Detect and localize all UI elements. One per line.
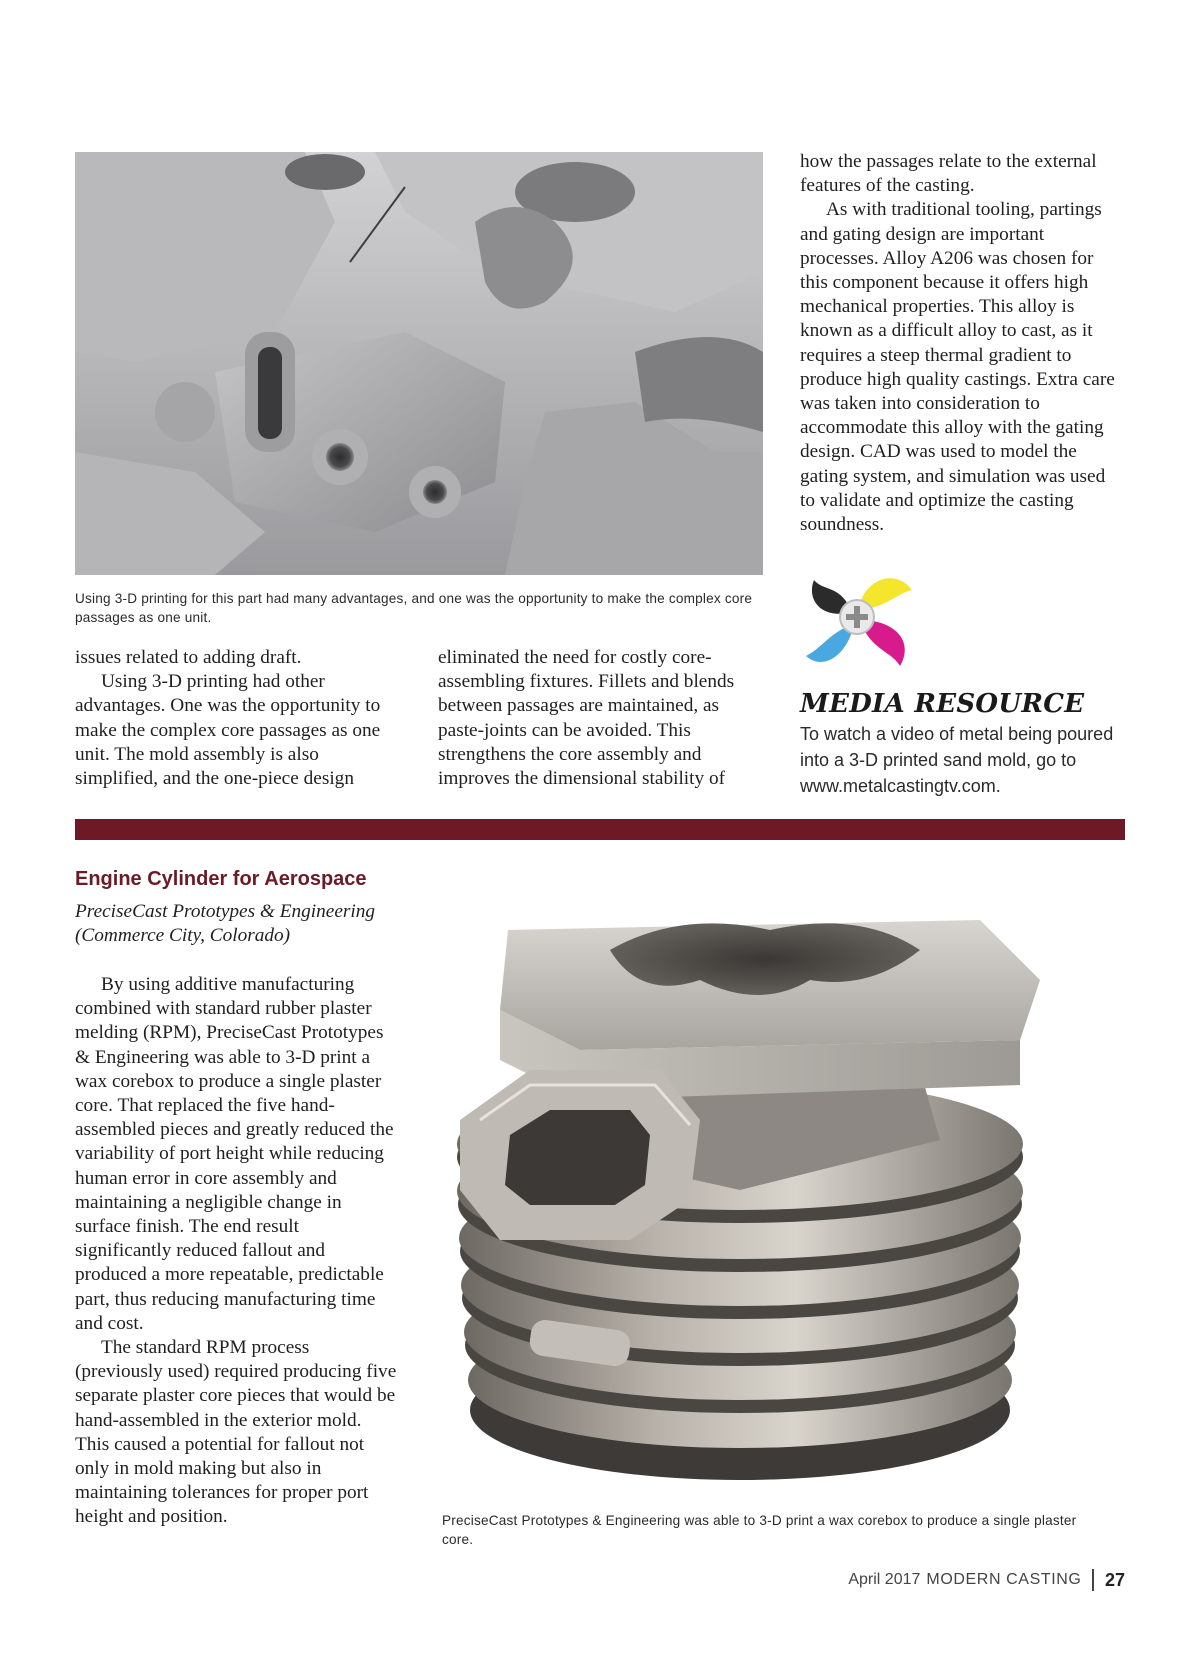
engine-cylinder-photo <box>440 870 1100 1500</box>
section-body-text <box>75 973 397 1530</box>
media-resource-body[interactable]: To watch a video of metal being poured into a 3-D printed sand mold, go to www.metalcastingtv.com. <box>800 724 1114 796</box>
media-resource-title: MEDIA RESOURCE <box>800 689 1085 719</box>
company-line: PreciseCast Prototypes & Engineering (Commerce City, Colorado) <box>75 901 376 947</box>
engine-cylinder-illustration <box>440 870 1100 1500</box>
right-column-text <box>800 150 1125 537</box>
section-heading: Engine Cylinder for Aerospace <box>75 868 367 890</box>
footer-separator <box>1092 1569 1094 1591</box>
col2-paragraph-1: eliminated the need for costly core-assembling fixtures. Fillets and blends between passages are maintained, as paste-joints can be avoided. This strengthens the core assembly and improves the dimensional stability of <box>438 647 735 790</box>
footer-date: April 2017 <box>848 1571 921 1588</box>
page-footer <box>848 1569 1125 1591</box>
footer-magazine: MODERN CASTING <box>926 1571 1082 1588</box>
sand-core-photo <box>75 152 763 575</box>
media-resource-box <box>800 562 1130 799</box>
col1-paragraph-1: issues related to adding draft. <box>75 647 302 668</box>
bottom-photo-caption: PreciseCast Prototypes & Engineering was able to 3-D print a wax corebox to produce a single plaster core. <box>442 1513 1077 1547</box>
section-divider-bar <box>75 819 1125 840</box>
section-paragraph-1: By using additive manufacturing combined with standard rubber plaster melding (RPM), PreciseCast Prototypes & Engineering was able to 3-D print a wax corebox to produce a single plaster core. That replaced the five hand-assembled pieces and greatly reduced the variability of port height while reducing human error in core assembly and maintaining a negligible change in surface finish. The end result significantly reduced fallout and produced a more repeatable, predictable part, thus reducing manufacturing time and cost. <box>75 974 394 1334</box>
section-paragraph-2: The standard RPM process (previously used) required producing five separate plaster core pieces that would be hand-assembled in the exterior mold. This caused a potential for fallout not only in mold making but also in maintaining tolerances for proper port height and position. <box>75 1337 397 1528</box>
media-resource-icon <box>800 562 916 678</box>
col1-paragraph-2: Using 3-D printing had other advantages. One was the opportunity to make the complex core passages as one unit. The mold assembly is also simplified, and the one-piece design <box>75 671 381 790</box>
column-1-text <box>75 646 393 791</box>
column-2-text <box>438 646 760 791</box>
top-photo-caption: Using 3-D printing for this part had many advantages, and one was the opportunity to make the complex core passages as one unit. <box>75 591 753 625</box>
right-paragraph-2: As with traditional tooling, partings and gating design are important processes. Alloy A206 was chosen for this component because it offers high mechanical properties. This alloy is known as a difficult alloy to cast, as it requires a steep thermal gradient to produce high quality castings. Extra care was taken into consideration to accommodate this alloy with the gating design. CAD was used to model the gating system, and simulation was used to validate and optimize the casting soundness. <box>800 199 1115 536</box>
right-paragraph-1: how the passages relate to the external features of the casting. <box>800 151 1097 197</box>
page-number: 27 <box>1104 1569 1125 1590</box>
sand-core-illustration <box>75 152 763 575</box>
